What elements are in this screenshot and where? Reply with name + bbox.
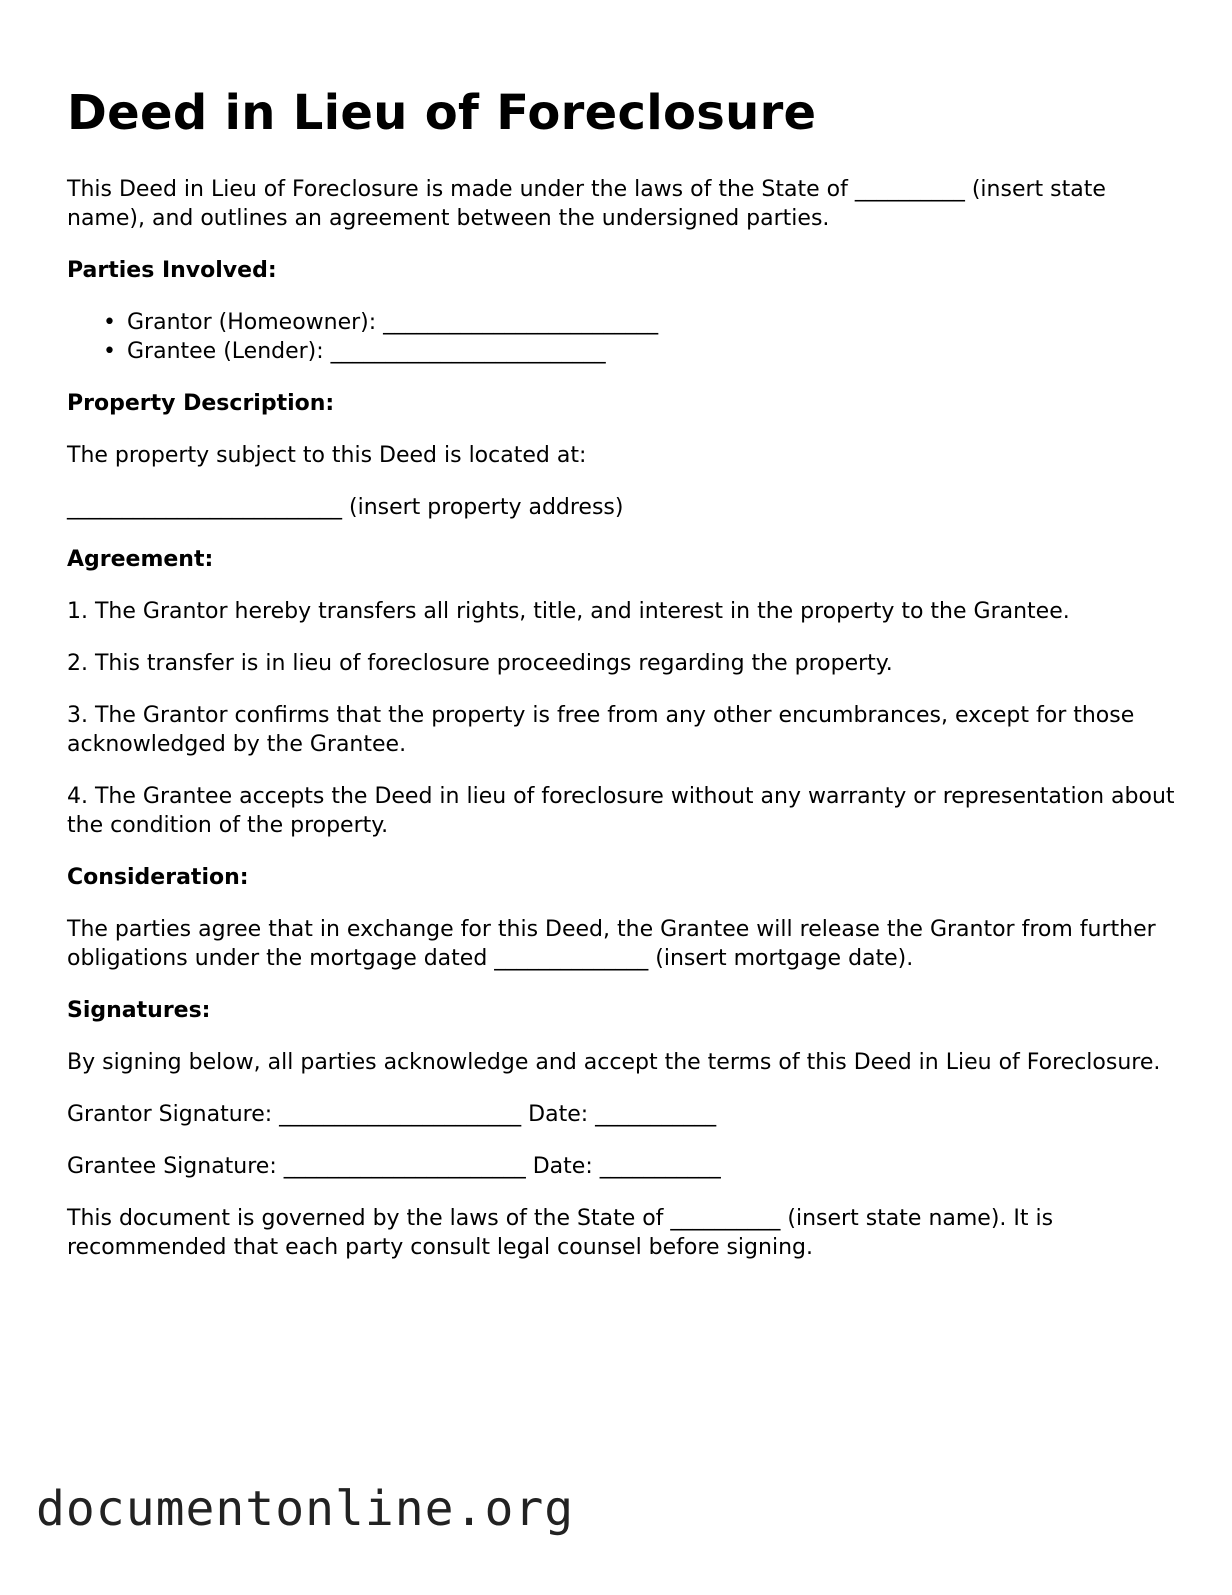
agreement-heading: Agreement: xyxy=(67,547,214,572)
grantor-party-line: Grantor (Homeowner): _________________________ xyxy=(127,310,659,335)
property-heading: Property Description: xyxy=(67,391,335,416)
property-text: The property subject to this Deed is located at: xyxy=(67,443,587,468)
agreement-item-4: 4. The Grantee accepts the Deed in lieu of foreclosure without any warranty or representation about the condition of the property. xyxy=(67,784,1175,838)
signatures-heading: Signatures: xyxy=(67,998,211,1023)
property-address-line: _________________________ (insert property address) xyxy=(67,495,624,520)
list-item xyxy=(103,337,1177,366)
agreement-item-1: 1. The Grantor hereby transfers all rights, title, and interest in the property to the Grantee. xyxy=(67,599,1070,624)
parties-list xyxy=(67,308,1177,366)
parties-heading: Parties Involved: xyxy=(67,258,277,283)
intro-paragraph: This Deed in Lieu of Foreclosure is made under the laws of the State of __________ (insert state name), and outlines an agreement between the undersigned parties. xyxy=(67,177,1106,231)
watermark-text: documentonline.org xyxy=(36,1481,575,1537)
list-item xyxy=(103,308,1177,337)
document-page xyxy=(67,84,1177,1262)
bullet-icon: • xyxy=(103,339,116,364)
consideration-text: The parties agree that in exchange for this Deed, the Grantee will release the Grantor from further obligations under the mortgage dated ______________ (insert mortgage date). xyxy=(67,917,1156,971)
signatures-text: By signing below, all parties acknowledge and accept the terms of this Deed in Lieu of Foreclosure. xyxy=(67,1050,1161,1075)
governing-law-paragraph: This document is governed by the laws of the State of __________ (insert state name). It is recommended that each party consult legal counsel before signing. xyxy=(67,1206,1054,1260)
bullet-icon: • xyxy=(103,310,116,335)
agreement-item-2: 2. This transfer is in lieu of foreclosure proceedings regarding the property. xyxy=(67,651,893,676)
agreement-item-3: 3. The Grantor confirms that the property is free from any other encumbrances, except for those acknowledged by the Grantee. xyxy=(67,703,1135,757)
document-title: Deed in Lieu of Foreclosure xyxy=(67,85,817,141)
grantee-party-line: Grantee (Lender): _________________________ xyxy=(127,339,606,364)
consideration-heading: Consideration: xyxy=(67,865,249,890)
grantee-signature-line: Grantee Signature: ______________________ Date: ___________ xyxy=(67,1154,721,1179)
grantor-signature-line: Grantor Signature: ______________________ Date: ___________ xyxy=(67,1102,717,1127)
